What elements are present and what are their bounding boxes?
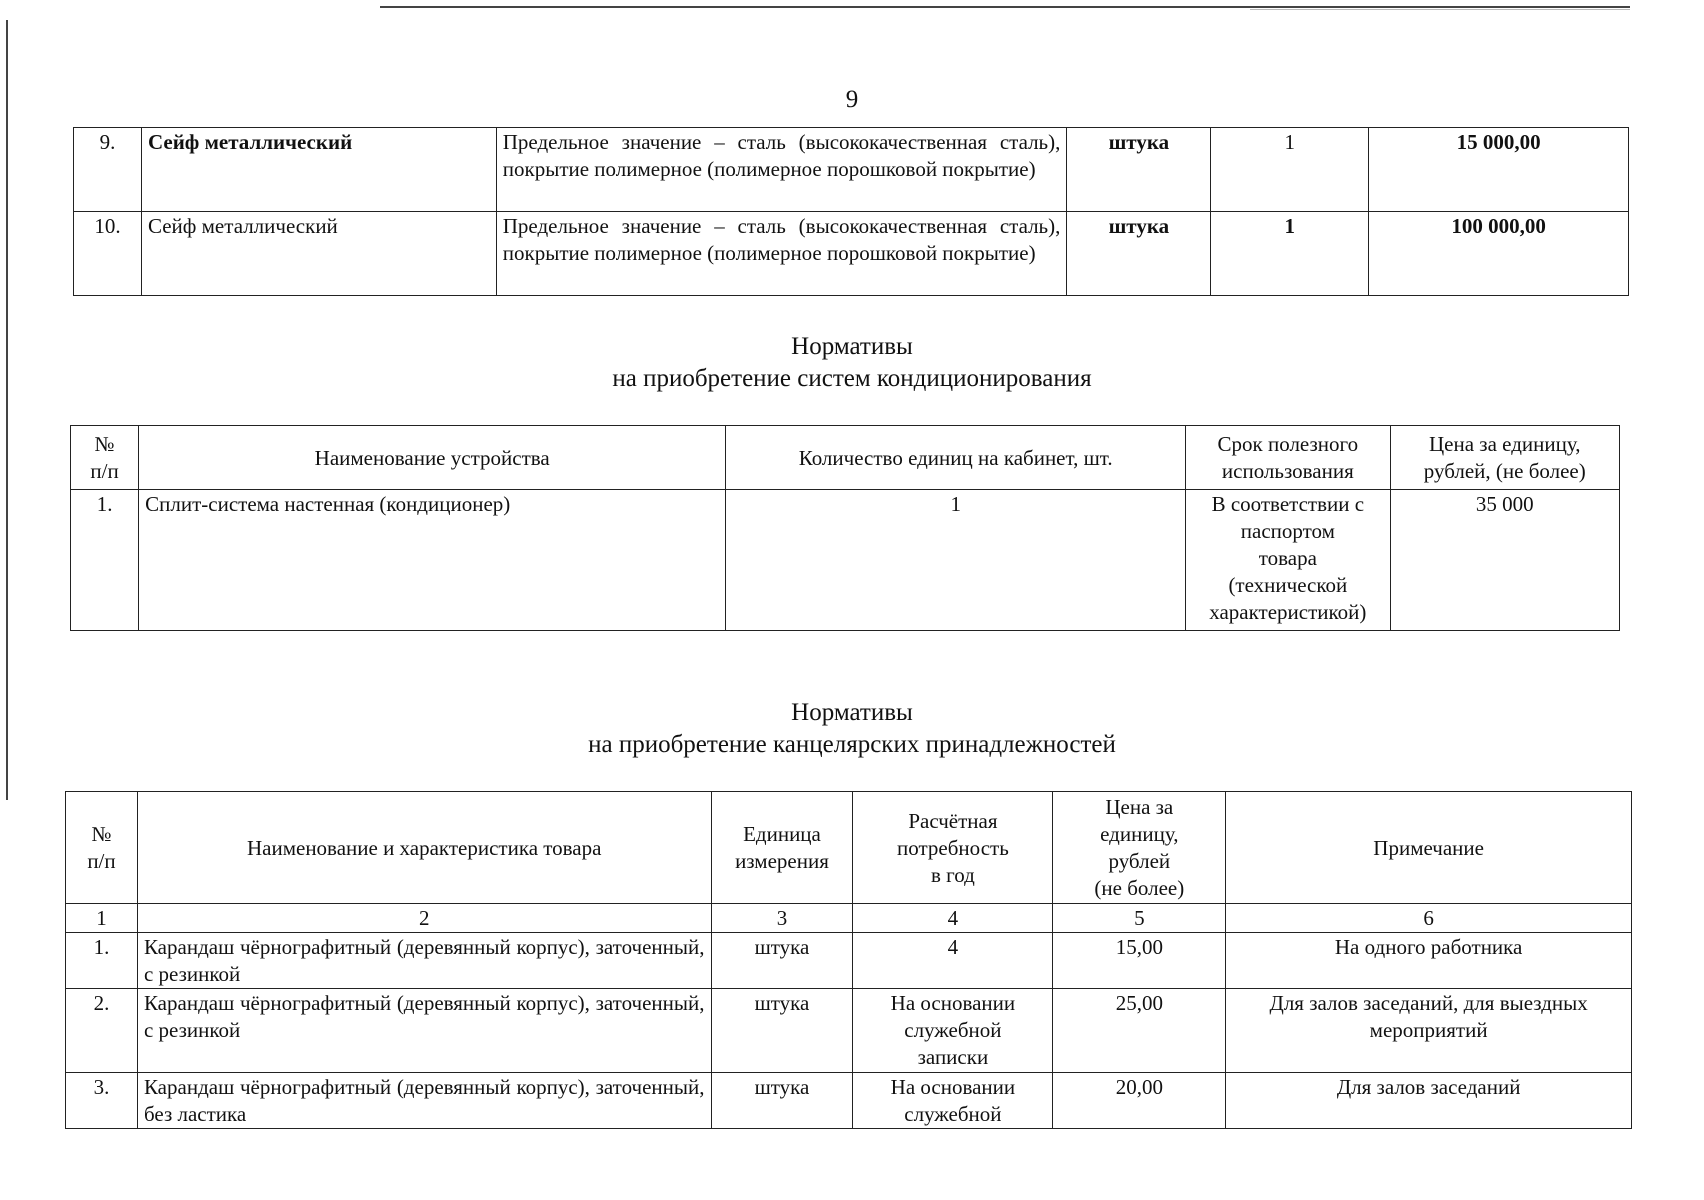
product-annual-need: 4: [853, 933, 1053, 989]
product-price: 15,00: [1053, 933, 1226, 989]
section-heading-air-conditioning: [0, 331, 1704, 395]
heading-line: на приобретение систем кондиционирования: [612, 365, 1092, 392]
item-quantity: 1: [1211, 128, 1369, 212]
header-number: № п/п: [71, 426, 139, 490]
safes-table: [73, 127, 1629, 296]
row-number: 1.: [66, 933, 138, 989]
header-row: [71, 426, 1620, 490]
heading-line: на приобретение канцелярских принадлежностей: [588, 731, 1116, 758]
page-number: 9: [845, 86, 859, 113]
column-number: 2: [137, 904, 711, 933]
product-price: 20,00: [1053, 1073, 1226, 1129]
product-note: Для залов заседаний: [1226, 1073, 1632, 1129]
product-price: 25,00: [1053, 989, 1226, 1073]
column-number: 4: [853, 904, 1053, 933]
row-number: 2.: [66, 989, 138, 1073]
header-price: Цена за единицу, рублей, (не более): [1390, 426, 1619, 490]
header-price: Цена за единицу, рублей (не более): [1053, 792, 1226, 904]
product-unit: штука: [711, 933, 853, 989]
item-name: Сейф металлический: [141, 128, 496, 212]
item-unit: штука: [1067, 128, 1211, 212]
device-useful-life: В соответствии с паспортом товара (технической характеристикой): [1186, 490, 1390, 631]
header-number: № п/п: [66, 792, 138, 904]
header-note: Примечание: [1226, 792, 1632, 904]
device-price: 35 000: [1390, 490, 1619, 631]
product-unit: штука: [711, 989, 853, 1073]
product-unit: штука: [711, 1073, 853, 1129]
row-number: 1.: [71, 490, 139, 631]
product-note: Для залов заседаний, для выездных мероприятий: [1226, 989, 1632, 1073]
row-number: 9.: [74, 128, 142, 212]
scan-edge-top: [380, 6, 1630, 8]
column-number-row: [66, 904, 1632, 933]
row-number: 3.: [66, 1073, 138, 1129]
item-quantity: 1: [1211, 212, 1369, 296]
table-row: [66, 933, 1632, 989]
header-useful-life: Срок полезного использования: [1186, 426, 1390, 490]
product-annual-need: На основании служебной: [853, 1073, 1053, 1129]
product-name: Карандаш чёрнографитный (деревянный корпус), заточенный, без ластика: [137, 1073, 711, 1129]
item-price: 100 000,00: [1369, 212, 1629, 296]
column-number: 5: [1053, 904, 1226, 933]
device-name: Сплит-система настенная (кондиционер): [139, 490, 726, 631]
header-quantity: Количество единиц на кабинет, шт.: [726, 426, 1186, 490]
table-row: [74, 128, 1629, 212]
scan-edge-top-faint: [1250, 9, 1630, 10]
header-row: [66, 792, 1632, 904]
table-row: [66, 1073, 1632, 1129]
product-name: Карандаш чёрнографитный (деревянный корпус), заточенный, с резинкой: [137, 989, 711, 1073]
header-annual-need: Расчётная потребность в год: [853, 792, 1053, 904]
section-heading-stationery: [0, 697, 1704, 761]
table-row: [66, 989, 1632, 1073]
header-product-name: Наименование и характеристика товара: [137, 792, 711, 904]
header-device-name: Наименование устройства: [139, 426, 726, 490]
product-annual-need: На основании служебной записки: [853, 989, 1053, 1073]
column-number: 3: [711, 904, 853, 933]
device-quantity: 1: [726, 490, 1186, 631]
item-unit: штука: [1067, 212, 1211, 296]
heading-line: Нормативы: [791, 699, 913, 726]
product-note: На одного работника: [1226, 933, 1632, 989]
column-number: 1: [66, 904, 138, 933]
scan-edge-left: [6, 20, 8, 800]
heading-line: Нормативы: [791, 333, 913, 360]
header-unit: Единица измерения: [711, 792, 853, 904]
item-price: 15 000,00: [1369, 128, 1629, 212]
product-name: Карандаш чёрнографитный (деревянный корпус), заточенный, с резинкой: [137, 933, 711, 989]
air-conditioning-table: [70, 425, 1620, 631]
stationery-table: [65, 791, 1632, 1129]
column-number: 6: [1226, 904, 1632, 933]
item-spec: Предельное значение – сталь (высококачественная сталь), покрытие полимерное (полимерное порошковой покрытие): [496, 128, 1067, 212]
row-number: 10.: [74, 212, 142, 296]
item-name: Сейф металлический: [141, 212, 496, 296]
table-row: [74, 212, 1629, 296]
item-spec: Предельное значение – сталь (высококачественная сталь), покрытие полимерное (полимерное порошковой покрытие): [496, 212, 1067, 296]
table-row: [71, 490, 1620, 631]
